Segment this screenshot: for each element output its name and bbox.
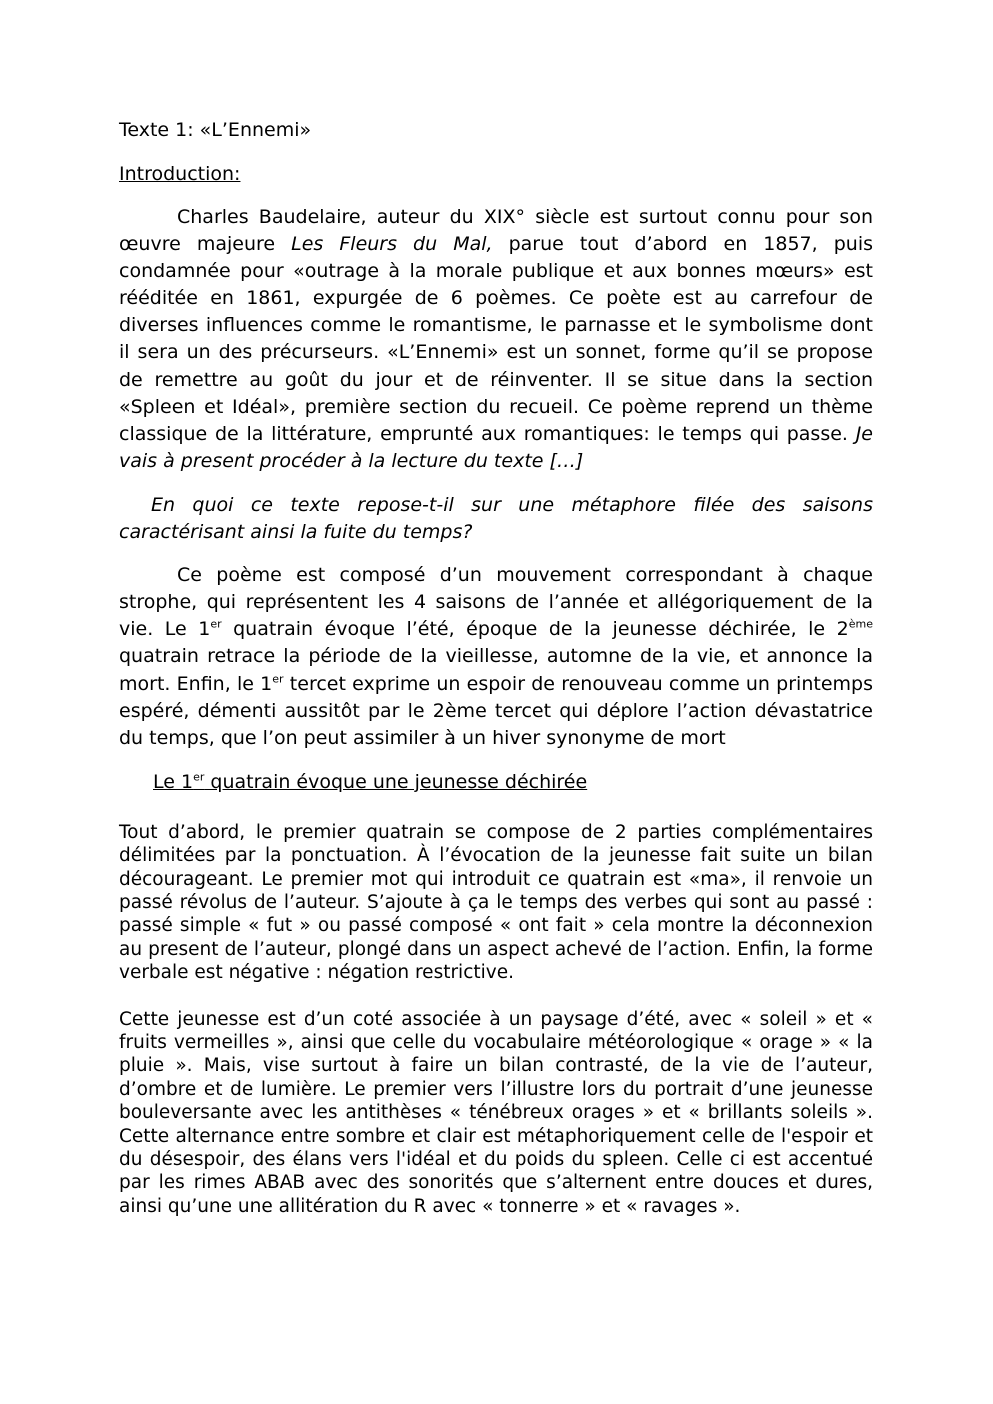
plan-paragraph — [119, 562, 873, 752]
reading-note: Je vais à present procéder à la lecture du texte […] — [119, 422, 873, 472]
intro-heading: Introduction: — [119, 163, 241, 185]
document-title: Texte 1: «L’Ennemi» — [119, 119, 312, 141]
section1-paragraph-2: Cette jeunesse est d’un coté associée à un paysage d’été, avec « soleil » et « fruits vermeilles », ainsi que celle du vocabulaire météorologique « orage » « la pluie ». Mais, vise surtout à faire un bilan contrasté, de la vie de l’auteur, d’ombre et de lumière. Le premier vers l’illustre lors du portrait d’une jeunesse bouleversante avec les antithèses « ténébreux orages » et « brillants soleils ». Cette alternance entre sombre et clair est métaphoriquement celle de l'espoir et du désespoir, des élans vers l'idéal et du poids du spleen. Celle ci est accentué par les rimes ABAB avec des sonorités que s’alternent entre douces et dures, ainsi qu’une une allitération du R avec « tonnerre » et « ravages ». — [119, 1008, 873, 1217]
section1-heading-a: Le 1 — [153, 770, 194, 793]
intro-text-rest: parue tout d’abord en 1857, puis condamnée pour «outrage à la morale publique et aux bonnes mœurs» est rééditée en 1861, expurgée de 6 poèmes. Ce poète est au carrefour de diverses influences comme le romantisme, le parnasse et le symbolisme dont il sera un des précurseurs. «L’Ennemi» est un sonnet, forme qu’il se propose de remettre au goût du jour et de réinventer. Il se situe dans la section «Spleen et Idéal», première section du recueil. Ce poème reprend un thème classique de la littérature, emprunté aux romantiques: le temps qui passe. — [119, 233, 874, 445]
section1-paragraph-1: Tout d’abord, le premier quatrain se compose de 2 parties complémentaires délimitées par la ponctuation. À l’évocation de la jeunesse fait suite un bilan décourageant. Le premier mot qui introduit ce quatrain est «ma», il renvoie un passé révolus de l’auteur. S’ajoute à ça le temps des verbes qui sont au passé : passé simple « fut » ou passé composé « ont fait » cela montre la déconnexion au present de l’auteur, plongé dans un aspect achevé de l’action. Enfin, la forme verbale est négative : négation restrictive. — [119, 821, 873, 984]
section1-heading-sup: er — [193, 770, 205, 784]
intro-paragraph — [119, 204, 873, 475]
plan-text-c: quatrain retrace la période de la vieillesse, automne de la vie, et annonce la mort. Enfin, le 1 — [119, 645, 873, 695]
plan-text-d: tercet exprime un espoir de renouveau comme un printemps espéré, démenti aussitôt par le 2ème tercet qui déplore l’action dévastatrice du temps, que l’on peut assimiler à un hiver synonyme de mort — [119, 672, 873, 749]
plan-sup-1: er — [210, 617, 222, 631]
intro-text-start: Charles Baudelaire, auteur du XIX° siècle est surtout connu pour son œuvre majeure — [119, 206, 873, 256]
section1-heading — [119, 769, 873, 796]
section1-heading-b: quatrain évoque une jeunesse déchirée — [204, 770, 588, 793]
plan-sup-3: er — [272, 672, 284, 686]
book-title: Les Fleurs du Mal, — [291, 233, 493, 256]
plan-text-a: Ce poème est composé d’un mouvement correspondant à chaque strophe, qui représentent les 4 saisons de l’année et allégoriquement de la vie. Le 1 — [119, 564, 873, 641]
document-page — [119, 117, 873, 1218]
plan-text-b: quatrain évoque l’été, époque de la jeunesse déchirée, le 2 — [221, 618, 849, 641]
problematique: En quoi ce texte repose-t-il sur une métaphore filée des saisons caractérisant ainsi la fuite du temps? — [119, 493, 873, 544]
plan-sup-2: ème — [848, 617, 873, 631]
